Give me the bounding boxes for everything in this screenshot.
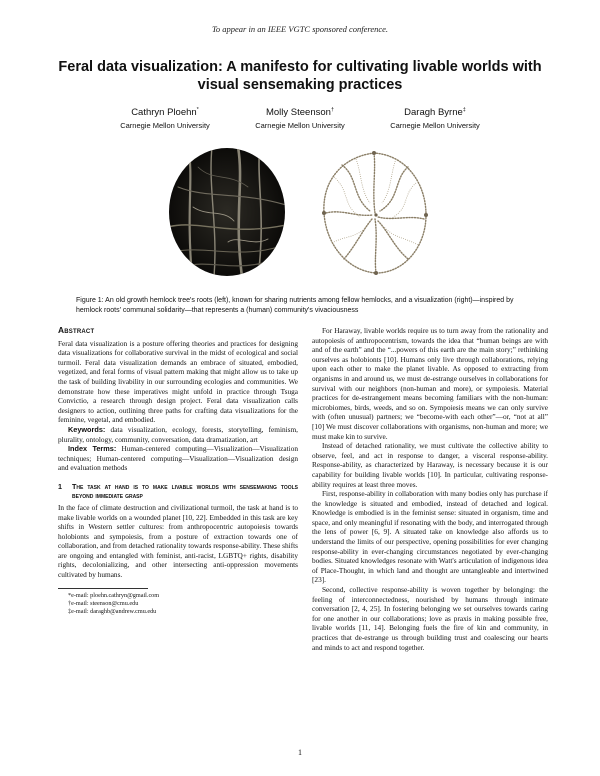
section-number: 1 <box>58 481 62 491</box>
section-title: The task at hand is to make livable worlds with sensemaking tools beyond immediate grasp <box>72 481 298 500</box>
author-1 <box>100 104 230 131</box>
author-affiliation: Carnegie Mellon University <box>390 121 480 131</box>
page-number: 1 <box>298 748 302 757</box>
author-2 <box>235 104 365 131</box>
author-name: Cathryn Ploehn <box>131 107 197 119</box>
paragraph: Second, collective response-ability is woven together by belonging: the feeling of interconnectedness, nourished by humans through intimate conversation [2, 4, 25]. In fostering belonging we set ourselves towards caring for one another in our collaborations; love as praxis in making possible free, livable worlds [11, 14]. Belonging fuels the fire of kin and community, in practices that de-estrange us through building trust and coalescing our hearts and minds to act and respond together. <box>312 585 548 652</box>
figure-caption: Figure 1: An old growth hemlock tree's roots (left), known for sharing nutrients among fellow hemlocks, and a visualization (right)—inspired by hemlock roots' communal solidarity—that represents a (human) community's vivaciousness <box>76 297 514 314</box>
keywords-text: data visualization, ecology, forests, storytelling, feminism, plurality, ontology, community, conversation, data dramatization, art <box>58 424 299 444</box>
index-terms-label: Index Terms: <box>68 444 117 454</box>
author-affiliation: Carnegie Mellon University <box>120 121 210 131</box>
keywords <box>58 425 298 444</box>
left-column <box>58 326 298 616</box>
index-terms <box>58 444 298 473</box>
section-1-heading <box>58 482 298 500</box>
author-name: Daragh Byrne <box>404 107 463 119</box>
abstract-heading-text: Abstract <box>58 325 95 335</box>
author-affiliation: Carnegie Mellon University <box>255 121 345 131</box>
abstract-heading <box>58 326 298 336</box>
abstract-text: Feral data visualization is a posture offering theories and practices for designing data visualizations for collaborative survival in the midst of ecological and social turmoil. Feral data visualization demands an embrace of situated, embodied, vegetized, and feral forms of visual pattern making that might allow us to take up the task of building livability in our surrounding ecologies and communities. We demonstrate how these imperatives might unfold in practice through Tsuga Convictio, a research through design project. Feral data visualization calls designers to action, outlining three paths for crafting data visualizations for the feminine, vegetal, and embodied. <box>58 338 298 425</box>
index-terms-text: Human-centered computing—Visualization—Visualization techniques; Human-centered computing—Visualization—Visualization design and evaluation methods <box>58 444 299 473</box>
paragraph: For Haraway, livable worlds require us to turn away from the rationality and autopoiesis of anthropocentrism, towards the idea that “human beings are with and of the earth” and the “...powers of this earth are the main story;” rethinking ourselves as holobionts [10]. Humans only live through collaborations, relying upon each other to make the planet livable. As opposed to extracting from organisms in and around us, we must de-estrange ourselves in collaborations for survival with our neighbors (non-human and more), or sympoiesis. Material practices for de-estrangement means becoming familiars with the non-human: microbiomes, birds, weeds, and so on. Sympoiesis means we can only survive with (often unusual) partners; we “become-with each other”—or, “not at all” [10] We must discover collaborations with organisms, non-human and more; we must make kin to survive. <box>312 326 548 441</box>
author-mark: ‡ <box>462 107 466 113</box>
author-name: Molly Steenson <box>265 107 331 119</box>
footnote: *e-mail: ploehn.cathryn@gmail.com <box>68 591 160 599</box>
author-mark: † <box>330 107 334 113</box>
author-list <box>100 104 500 131</box>
venue-line: To appear in an IEEE VGTC sponsored conference. <box>211 24 389 34</box>
paragraph: Instead of detached rationality, we must cultivate the collective ability to observe, feel, and act in response to danger, a visceral response-ability. Response-ability, as characterized by Haraway, is necessary because it is our capability for building livable worlds [10]. In particular, cultivating response-ability requires at least three moves. <box>312 441 548 489</box>
hemlock-roots-photo <box>168 147 286 277</box>
paper-title: Feral data visualization: A manifesto for cultivating livable worlds with visual sensemaking practices <box>58 59 542 93</box>
paragraph: First, response-ability in collaboration with many bodies only has purchase if the knowledge is situated and embodied, instead of detached and logical. Knowledge is embodied is in the feminist sense: situated in organism, time and space, and only meaningful if resonating with the body, and interrogated through the lens of power [6, 9]. A situated take on knowledge also affords us to understand the limits of our perspective, opening possibilities for ever changing response-ability in ever-changing circumstances negotiated by ever-changing bodies. Situated knowledges resonate with Watt's articulation of indigenous idea of Place-Thought, in which land and thought are untangleable and intertwined [23]. <box>312 489 549 585</box>
author-3 <box>370 104 500 131</box>
right-column <box>312 326 548 652</box>
section-1-text: In the face of climate destruction and civilizational turmoil, the task at hand is to make livable worlds on a wounded planet [10, 22]. Embedded in this task are key shifts in Western settler cultures: from anthropocentric autopoiesis towards holobionts and sympoiesis, from a posture of extraction towards one of collaboration, and from detached rationality towards response-ability. These shifts are ongoing and entangled with feminist, anti-racist, LGBTQ+ rights, disability rights, decolonializing, and other intersecting anti-oppression movements cultivated by humans. <box>58 502 298 580</box>
footnote: ‡e-mail: daraghb@andrew.cmu.edu <box>68 607 157 615</box>
footnote: †e-mail: steenson@cmu.edu <box>68 599 139 607</box>
keywords-label: Keywords: <box>68 424 106 434</box>
root-network-visualization <box>312 147 437 282</box>
author-mark: * <box>196 107 199 113</box>
